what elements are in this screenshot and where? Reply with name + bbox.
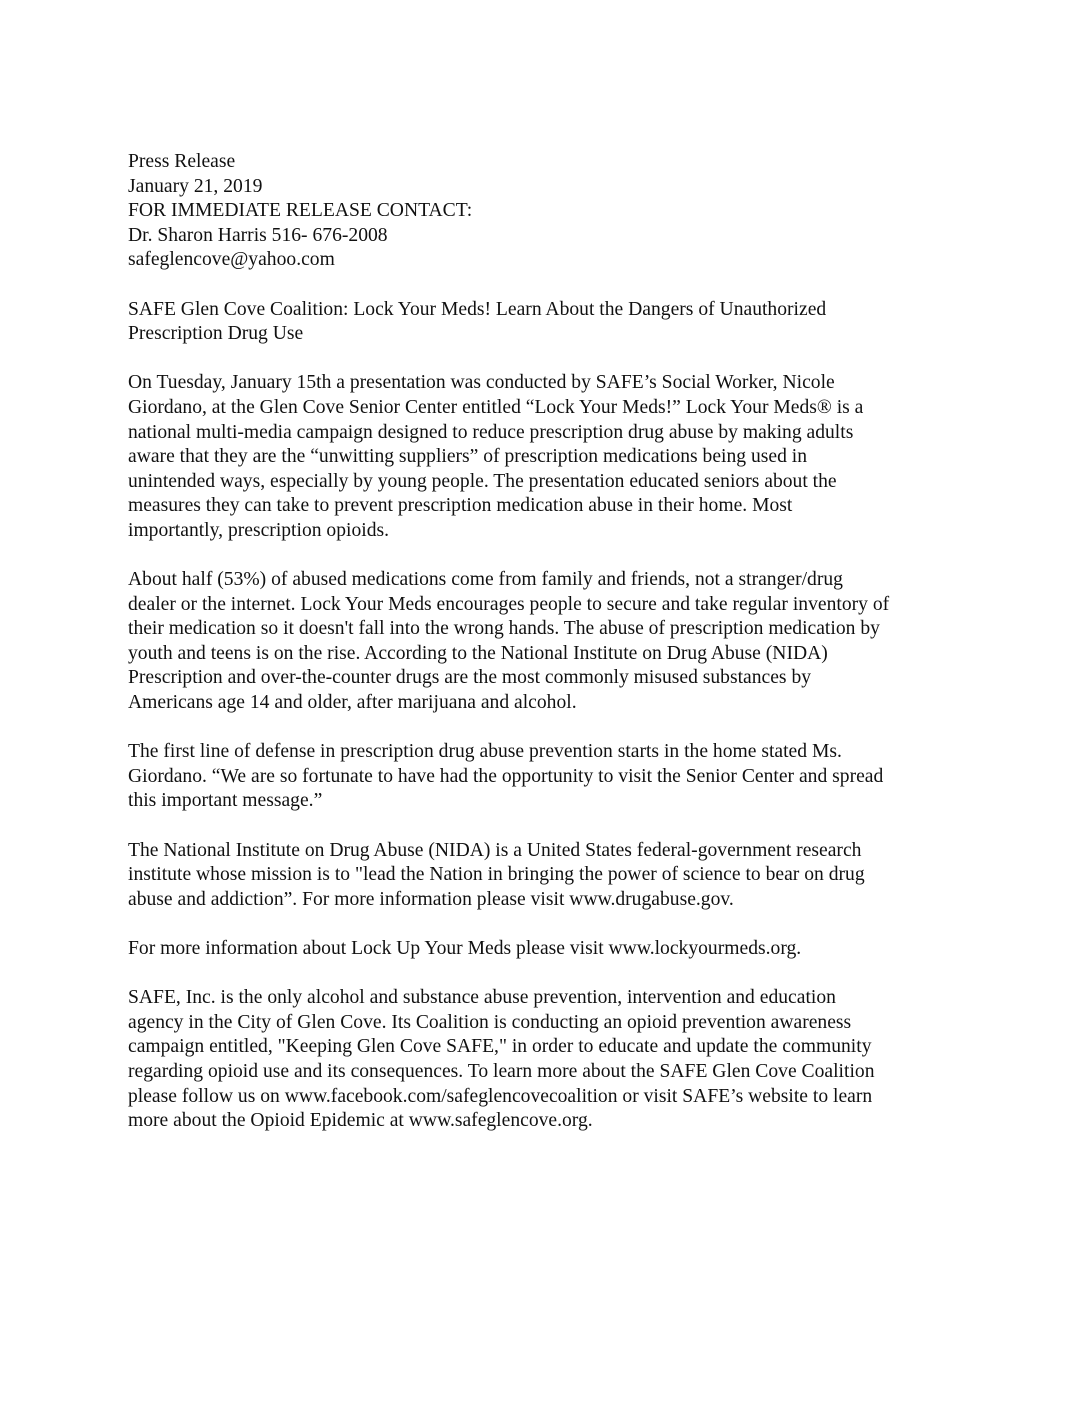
text-line: For more information about Lock Up Your Meds please visit www.lockyourmeds.org. [128, 938, 802, 959]
text-line: more about the Opioid Epidemic at www.safeglencove.org. [128, 1110, 593, 1132]
release-title [128, 298, 978, 347]
text-line: unintended ways, especially by young people. The presentation educated seniors about the [128, 470, 837, 492]
title-line: SAFE Glen Cove Coalition: Lock Your Meds! Learn About the Dangers of Unauthorized [128, 298, 827, 320]
text-line: measures they can take to prevent prescription medication abuse in their home. Most [128, 495, 793, 517]
paragraph-lock-your-meds-info [128, 937, 978, 962]
release-date: January 21, 2019 [128, 175, 263, 197]
text-line: please follow us on www.facebook.com/safeglencovecoalition or visit SAFE’s website to learn [128, 1085, 873, 1107]
text-line: On Tuesday, January 15th a presentation was conducted by SAFE’s Social Worker, Nicole [128, 372, 835, 394]
release-header [128, 150, 978, 273]
text-line: aware that they are the “unwitting suppliers” of prescription medications being used in [128, 446, 808, 468]
release-label: Press Release [128, 151, 236, 172]
text-line: SAFE, Inc. is the only alcohol and substance abuse prevention, intervention and education [128, 987, 836, 1009]
text-line: Giordano, at the Glen Cove Senior Center entitled “Lock Your Meds!” Lock Your Meds® is a [128, 396, 864, 418]
text-line: campaign entitled, "Keeping Glen Cove SAFE," in order to educate and update the community [128, 1036, 872, 1058]
text-line: regarding opioid use and its consequences. To learn more about the SAFE Glen Cove Coalition [128, 1060, 875, 1082]
text-line: dealer or the internet. Lock Your Meds encourages people to secure and take regular inventory of [128, 593, 890, 615]
paragraph-about-safe [128, 986, 978, 1134]
contact-name-phone: Dr. Sharon Harris 516- 676-2008 [128, 224, 388, 246]
text-line: About half (53%) of abused medications come from family and friends, not a stranger/drug [128, 569, 843, 591]
release-contact-heading: FOR IMMEDIATE RELEASE CONTACT: [128, 200, 473, 222]
paragraph-quote [128, 740, 978, 814]
text-line: national multi-media campaign designed to reduce prescription drug abuse by making adults [128, 421, 854, 443]
text-line: The first line of defense in prescription drug abuse prevention starts in the home stated Ms. [128, 741, 842, 763]
text-line: institute whose mission is to "lead the Nation in bringing the power of science to bear on drug [128, 864, 865, 886]
text-line: agency in the City of Glen Cove. Its Coalition is conducting an opioid prevention awareness [128, 1011, 852, 1033]
text-line: Prescription and over-the-counter drugs are the most commonly misused substances by [128, 667, 812, 689]
press-release-document [128, 150, 978, 1158]
text-line: abuse and addiction”. For more information please visit www.drugabuse.gov. [128, 888, 734, 910]
title-line: Prescription Drug Use [128, 323, 304, 345]
text-line: Americans age 14 and older, after marijuana and alcohol. [128, 692, 577, 714]
paragraph-statistics [128, 568, 978, 716]
paragraph-nida [128, 839, 978, 913]
text-line: this important message.” [128, 790, 323, 812]
text-line: Giordano. “We are so fortunate to have had the opportunity to visit the Senior Center and spread [128, 765, 884, 787]
paragraph-presentation [128, 371, 978, 543]
text-line: importantly, prescription opioids. [128, 519, 390, 541]
text-line: their medication so it doesn't fall into the wrong hands. The abuse of prescription medication by [128, 618, 880, 640]
contact-email: safeglencove@yahoo.com [128, 249, 335, 271]
text-line: The National Institute on Drug Abuse (NIDA) is a United States federal-government research [128, 839, 862, 861]
text-line: youth and teens is on the rise. According to the National Institute on Drug Abuse (NIDA) [128, 642, 828, 664]
